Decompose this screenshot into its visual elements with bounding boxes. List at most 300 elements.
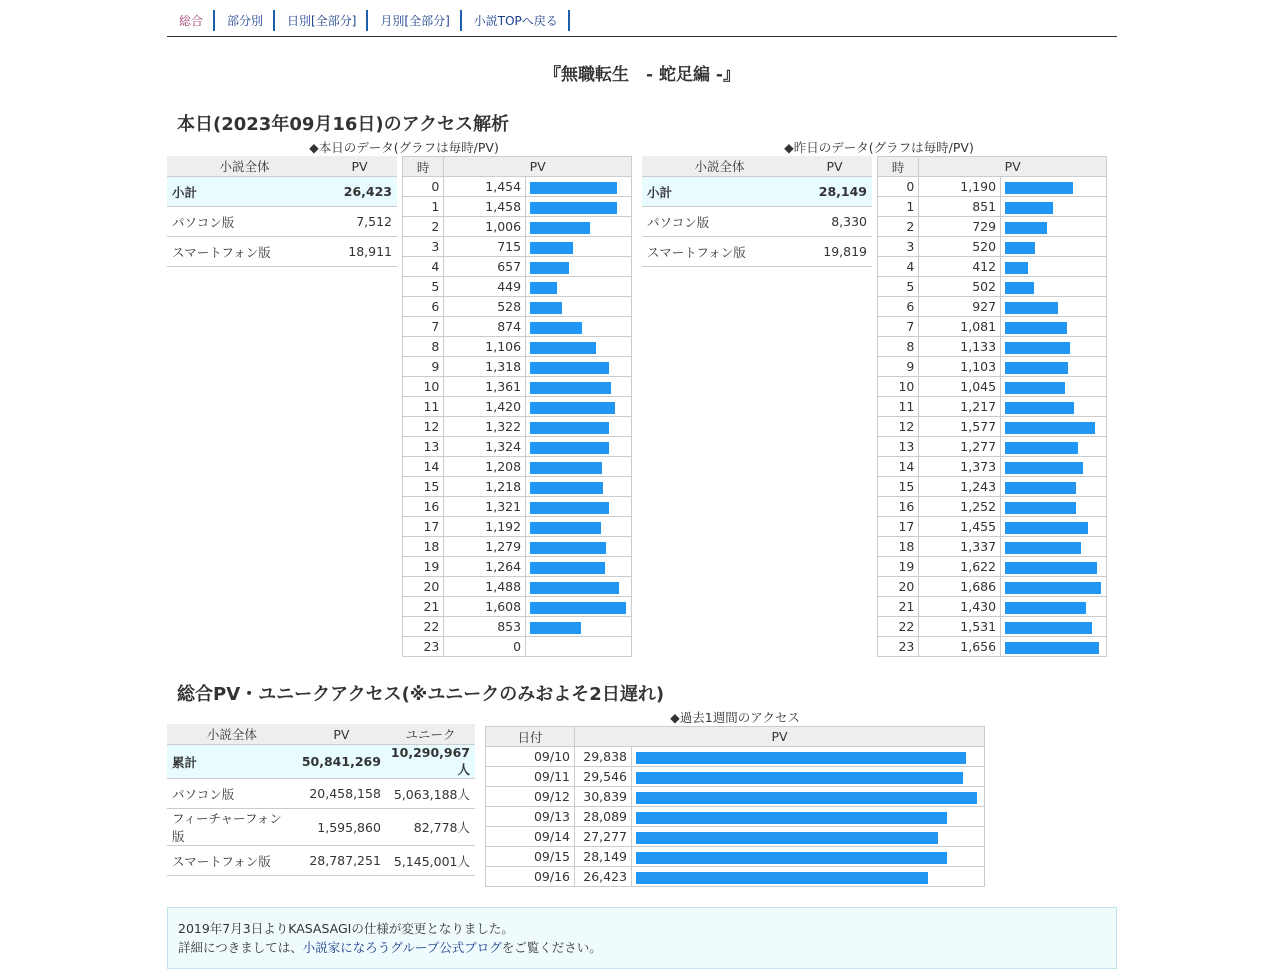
bar-row (878, 217, 1107, 237)
pv-bar (530, 602, 626, 614)
total-table (167, 724, 475, 876)
pv-bar (530, 282, 557, 294)
hour-value: 8 (403, 337, 444, 357)
pv-bar (530, 342, 596, 354)
bar-row (878, 197, 1107, 217)
today-summary-pv: 26,423 (322, 177, 397, 207)
hour-value: 17 (878, 517, 919, 537)
pv-bar (530, 622, 581, 634)
bar-row (403, 417, 632, 437)
nav-link-monthly[interactable]: 月別[全部分] (380, 14, 450, 28)
bar-row (403, 357, 632, 377)
pv-bar (636, 872, 928, 884)
date-value: 09/11 (486, 767, 575, 787)
bar-row (403, 297, 632, 317)
bar-row (878, 337, 1107, 357)
pv-value: 853 (444, 617, 526, 637)
hour-value: 5 (403, 277, 444, 297)
bar-cell (526, 277, 632, 297)
pv-bar (530, 562, 605, 574)
bar-row (486, 807, 985, 827)
weekly-date-header: 日付 (486, 727, 575, 747)
hour-value: 0 (878, 177, 919, 197)
total-unique: 10,290,967人 (386, 745, 475, 779)
yesterday-summary-header-pv: PV (797, 156, 872, 177)
pv-bar (636, 792, 977, 804)
pv-bar (530, 542, 606, 554)
bar-cell (1001, 237, 1107, 257)
hour-value: 1 (878, 197, 919, 217)
bar-row (878, 177, 1107, 197)
bar-cell (526, 297, 632, 317)
pv-value: 1,531 (919, 617, 1001, 637)
today-summary-label: パソコン版 (167, 207, 322, 237)
hour-value: 3 (403, 237, 444, 257)
pv-value: 1,106 (444, 337, 526, 357)
bar-cell (632, 867, 985, 887)
pv-bar (530, 422, 609, 434)
date-value: 09/13 (486, 807, 575, 827)
today-pv-header: PV (444, 157, 632, 177)
bar-cell (1001, 457, 1107, 477)
pv-bar (1005, 202, 1053, 214)
pv-bar (1005, 342, 1070, 354)
yesterday-summary-row (642, 237, 872, 267)
pv-value: 0 (444, 637, 526, 657)
total-row (167, 809, 475, 846)
nav-link-by-part[interactable]: 部分別 (227, 14, 264, 28)
pv-bar (1005, 582, 1101, 594)
pv-value: 1,577 (919, 417, 1001, 437)
bar-cell (1001, 417, 1107, 437)
pv-bar (530, 242, 573, 254)
total-header-scope: 小説全体 (167, 724, 297, 745)
hour-value: 2 (403, 217, 444, 237)
bar-row (403, 257, 632, 277)
date-value: 09/14 (486, 827, 575, 847)
bar-row (878, 317, 1107, 337)
hour-value: 14 (878, 457, 919, 477)
hour-value: 21 (878, 597, 919, 617)
pv-value: 729 (919, 217, 1001, 237)
novel-title: 『無職転生 - 蛇足編 -』 (544, 65, 740, 85)
pv-bar (1005, 502, 1076, 514)
bar-cell (632, 787, 985, 807)
pv-bar (530, 502, 609, 514)
pv-value: 28,089 (575, 807, 632, 827)
notice-line-2 (168, 938, 1116, 957)
bar-cell (632, 807, 985, 827)
hour-value: 22 (403, 617, 444, 637)
bar-row (403, 437, 632, 457)
total-row (167, 779, 475, 809)
pv-bar (530, 402, 615, 414)
pv-value: 1,322 (444, 417, 526, 437)
pv-bar (530, 442, 609, 454)
bar-cell (632, 767, 985, 787)
bar-cell (526, 377, 632, 397)
bar-cell (632, 827, 985, 847)
pv-value: 1,045 (919, 377, 1001, 397)
hour-value: 21 (403, 597, 444, 617)
bar-cell (526, 617, 632, 637)
bar-cell (1001, 517, 1107, 537)
date-value: 09/16 (486, 867, 575, 887)
bar-cell (526, 337, 632, 357)
bar-row (486, 787, 985, 807)
pv-bar (1005, 302, 1058, 314)
yesterday-summary-label: 小計 (642, 177, 797, 207)
bar-cell (1001, 577, 1107, 597)
hour-value: 1 (403, 197, 444, 217)
total-unique: 5,145,001人 (386, 846, 475, 876)
weekly-table (485, 726, 985, 887)
total-unique: 5,063,188人 (386, 779, 475, 809)
pv-bar (1005, 242, 1035, 254)
hour-value: 7 (403, 317, 444, 337)
bar-row (403, 577, 632, 597)
bar-row (403, 277, 632, 297)
total-header-unique: ユニーク (386, 724, 475, 745)
hour-value: 12 (403, 417, 444, 437)
bar-row (878, 577, 1107, 597)
bar-row (878, 297, 1107, 317)
yesterday-summary-label: パソコン版 (642, 207, 797, 237)
nav-link-back-to-novel[interactable]: 小説TOPへ戻る (473, 14, 558, 28)
today-summary-label: 小計 (167, 177, 322, 207)
pv-value: 1,455 (919, 517, 1001, 537)
bar-cell (1001, 337, 1107, 357)
bar-cell (526, 597, 632, 617)
bar-row (403, 617, 632, 637)
bar-row (403, 197, 632, 217)
bar-cell (1001, 437, 1107, 457)
pv-value: 528 (444, 297, 526, 317)
today-summary-pv: 7,512 (322, 207, 397, 237)
hour-value: 14 (403, 457, 444, 477)
hour-value: 4 (403, 257, 444, 277)
pv-value: 1,361 (444, 377, 526, 397)
hour-value: 22 (878, 617, 919, 637)
hour-value: 19 (878, 557, 919, 577)
pv-bar (636, 752, 966, 764)
hour-value: 23 (403, 637, 444, 657)
bar-row (878, 417, 1107, 437)
bar-cell (1001, 477, 1107, 497)
pv-bar (530, 202, 617, 214)
bar-cell (1001, 297, 1107, 317)
pv-bar (530, 462, 602, 474)
bar-row (403, 497, 632, 517)
bar-cell (1001, 217, 1107, 237)
bar-row (878, 397, 1107, 417)
bar-cell (526, 577, 632, 597)
bar-row (403, 477, 632, 497)
pv-value: 412 (919, 257, 1001, 277)
bar-cell (526, 437, 632, 457)
pv-value: 1,373 (919, 457, 1001, 477)
pv-bar (530, 262, 569, 274)
total-label: 累計 (167, 745, 297, 779)
bar-cell (1001, 377, 1107, 397)
hour-value: 0 (403, 177, 444, 197)
pv-value: 28,149 (575, 847, 632, 867)
bar-cell (1001, 597, 1107, 617)
pv-bar (1005, 442, 1078, 454)
bar-row (486, 767, 985, 787)
total-label: フィーチャーフォン版 (167, 809, 297, 846)
hour-value: 16 (403, 497, 444, 517)
hour-value: 7 (878, 317, 919, 337)
pv-bar (1005, 462, 1083, 474)
notice-prefix: 詳細につきましては、 (178, 940, 303, 955)
total-row (167, 745, 475, 779)
nav-item-overview[interactable] (167, 10, 215, 31)
hour-value: 11 (403, 397, 444, 417)
total-pv: 50,841,269 (297, 745, 386, 779)
hour-value: 18 (878, 537, 919, 557)
yesterday-summary-row (642, 177, 872, 207)
bar-row (878, 637, 1107, 657)
bar-cell (1001, 197, 1107, 217)
hour-value: 11 (878, 397, 919, 417)
weekly-pv-header: PV (575, 727, 985, 747)
pv-value: 1,321 (444, 497, 526, 517)
pv-value: 29,546 (575, 767, 632, 787)
pv-value: 449 (444, 277, 526, 297)
bar-cell (1001, 537, 1107, 557)
bar-row (403, 237, 632, 257)
today-summary-row (167, 177, 397, 207)
pv-value: 1,243 (919, 477, 1001, 497)
bar-cell (526, 177, 632, 197)
pv-bar (530, 362, 609, 374)
today-summary-header-scope: 小説全体 (167, 156, 322, 177)
bar-cell (632, 847, 985, 867)
hour-value: 17 (403, 517, 444, 537)
bar-cell (1001, 257, 1107, 277)
today-summary-pv: 18,911 (322, 237, 397, 267)
nav-link-daily[interactable]: 日別[全部分] (287, 14, 357, 28)
daily-heading: 本日(2023年09月16日)のアクセス解析 (177, 114, 510, 135)
date-value: 09/10 (486, 747, 575, 767)
bar-row (403, 537, 632, 557)
bar-cell (1001, 357, 1107, 377)
total-label: スマートフォン版 (167, 846, 297, 876)
hour-value: 13 (878, 437, 919, 457)
nav-item-daily[interactable] (275, 10, 368, 31)
pv-bar (636, 772, 963, 784)
hour-value: 19 (403, 557, 444, 577)
bar-cell (1001, 397, 1107, 417)
bar-row (403, 597, 632, 617)
date-value: 09/12 (486, 787, 575, 807)
pv-value: 657 (444, 257, 526, 277)
pv-bar (1005, 642, 1099, 654)
bar-row (403, 317, 632, 337)
today-hour-header: 時 (403, 157, 444, 177)
pv-value: 1,488 (444, 577, 526, 597)
today-summary-row (167, 207, 397, 237)
bar-cell (1001, 497, 1107, 517)
pv-value: 1,337 (919, 537, 1001, 557)
today-summary-row (167, 237, 397, 267)
pv-bar (1005, 402, 1074, 414)
pv-bar (530, 382, 611, 394)
date-value: 09/15 (486, 847, 575, 867)
nav-item-by-part[interactable] (215, 10, 275, 31)
bar-cell (526, 477, 632, 497)
bar-cell (1001, 317, 1107, 337)
bar-cell (526, 537, 632, 557)
pv-value: 1,454 (444, 177, 526, 197)
hour-value: 4 (878, 257, 919, 277)
bar-cell (1001, 557, 1107, 577)
bar-row (403, 337, 632, 357)
pv-value: 1,656 (919, 637, 1001, 657)
pv-bar (530, 482, 603, 494)
bar-cell (1001, 637, 1107, 657)
bar-row (878, 517, 1107, 537)
bar-row (486, 867, 985, 887)
hour-value: 5 (878, 277, 919, 297)
yesterday-summary-pv: 28,149 (797, 177, 872, 207)
pv-value: 1,279 (444, 537, 526, 557)
bar-cell (526, 637, 632, 657)
official-blog-link[interactable]: 小説家になろうグループ公式ブログ (302, 940, 502, 955)
pv-bar (636, 812, 947, 824)
pv-bar (1005, 522, 1088, 534)
hour-value: 15 (403, 477, 444, 497)
bar-row (878, 277, 1107, 297)
nav-item-back-to-novel[interactable] (462, 10, 570, 31)
yesterday-pv-header: PV (919, 157, 1107, 177)
pv-bar (1005, 602, 1086, 614)
bar-row (403, 517, 632, 537)
pv-value: 1,192 (444, 517, 526, 537)
pv-bar (530, 302, 562, 314)
pv-bar (1005, 482, 1076, 494)
pv-value: 1,081 (919, 317, 1001, 337)
pv-bar (530, 222, 590, 234)
pv-value: 927 (919, 297, 1001, 317)
yesterday-summary-table (642, 156, 872, 267)
pv-value: 1,208 (444, 457, 526, 477)
yesterday-summary-header-scope: 小説全体 (642, 156, 797, 177)
hour-value: 6 (403, 297, 444, 317)
bar-row (486, 847, 985, 867)
today-caption: ◆本日のデータ(グラフは毎時/PV) (309, 140, 499, 155)
bar-row (486, 827, 985, 847)
bar-row (878, 497, 1107, 517)
pv-bar (1005, 282, 1034, 294)
pv-value: 1,622 (919, 557, 1001, 577)
pv-bar (636, 852, 947, 864)
bar-cell (1001, 177, 1107, 197)
notice-line-1: 2019年7月3日よりKASASAGIの仕様が変更となりました。 (178, 921, 514, 936)
pv-bar (530, 582, 619, 594)
hour-value: 20 (878, 577, 919, 597)
pv-value: 502 (919, 277, 1001, 297)
total-pv: 28,787,251 (297, 846, 386, 876)
bar-row (878, 237, 1107, 257)
bar-cell (526, 357, 632, 377)
pv-value: 851 (919, 197, 1001, 217)
nav-item-monthly[interactable] (368, 10, 461, 31)
yesterday-hour-header: 時 (878, 157, 919, 177)
pv-value: 1,324 (444, 437, 526, 457)
total-row (167, 846, 475, 876)
pv-value: 1,252 (919, 497, 1001, 517)
pv-bar (530, 522, 601, 534)
pv-bar (1005, 422, 1095, 434)
bar-cell (526, 417, 632, 437)
bar-row (403, 397, 632, 417)
pv-value: 1,103 (919, 357, 1001, 377)
hour-value: 12 (878, 417, 919, 437)
pv-bar (530, 322, 582, 334)
hour-value: 10 (878, 377, 919, 397)
hour-value: 18 (403, 537, 444, 557)
nav-link-overview[interactable]: 総合 (179, 14, 204, 28)
bar-row (878, 537, 1107, 557)
hour-value: 3 (878, 237, 919, 257)
hour-value: 16 (878, 497, 919, 517)
bar-cell (526, 197, 632, 217)
bar-cell (526, 457, 632, 477)
yesterday-summary-pv: 8,330 (797, 207, 872, 237)
pv-value: 1,264 (444, 557, 526, 577)
today-summary-header-pv: PV (322, 156, 397, 177)
total-pv: 20,458,158 (297, 779, 386, 809)
pv-value: 26,423 (575, 867, 632, 887)
pv-value: 874 (444, 317, 526, 337)
bar-row (878, 257, 1107, 277)
pv-value: 715 (444, 237, 526, 257)
bar-row (878, 617, 1107, 637)
bar-cell (526, 237, 632, 257)
bar-cell (526, 517, 632, 537)
pv-value: 1,686 (919, 577, 1001, 597)
hour-value: 9 (878, 357, 919, 377)
total-heading: 総合PV・ユニークアクセス(※ユニークのみおよそ2日遅れ) (177, 684, 665, 705)
bar-row (878, 357, 1107, 377)
today-summary-table (167, 156, 397, 267)
pv-bar (1005, 622, 1092, 634)
hour-value: 9 (403, 357, 444, 377)
hour-value: 13 (403, 437, 444, 457)
total-unique: 82,778人 (386, 809, 475, 846)
notice-box (167, 907, 1117, 969)
today-hourly-table (402, 156, 632, 657)
pv-value: 1,430 (919, 597, 1001, 617)
pv-value: 1,190 (919, 177, 1001, 197)
bar-row (403, 177, 632, 197)
bar-cell (1001, 277, 1107, 297)
pv-value: 1,217 (919, 397, 1001, 417)
pv-value: 1,608 (444, 597, 526, 617)
bar-row (403, 217, 632, 237)
pv-bar (1005, 182, 1073, 194)
pv-value: 29,838 (575, 747, 632, 767)
pv-value: 1,420 (444, 397, 526, 417)
bar-cell (526, 217, 632, 237)
pv-bar (1005, 362, 1068, 374)
pv-value: 1,277 (919, 437, 1001, 457)
pv-value: 1,133 (919, 337, 1001, 357)
bar-row (403, 557, 632, 577)
bar-row (403, 377, 632, 397)
